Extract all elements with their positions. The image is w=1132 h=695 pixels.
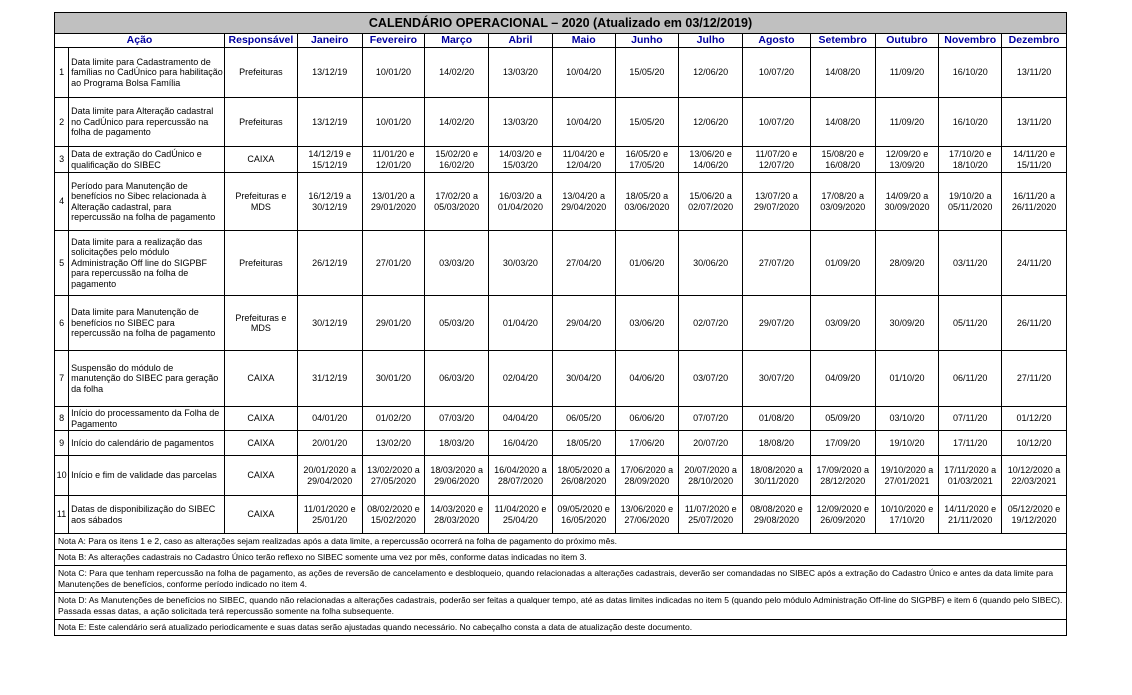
date-cell: 18/05/20 a 03/06/2020 (615, 173, 679, 231)
date-cell: 13/04/20 a 29/04/2020 (552, 173, 615, 231)
column-header-month: Novembro (939, 34, 1002, 48)
date-cell: 16/04/20 (489, 431, 553, 456)
date-cell: 31/12/19 (297, 351, 362, 407)
date-cell: 18/08/2020 a 30/11/2020 (743, 456, 811, 496)
date-cell: 15/08/20 e 16/08/20 (810, 147, 875, 173)
action-cell: Data de extração do CadÚnico e qualificação do SIBEC (69, 147, 225, 173)
action-cell: Período para Manutenção de benefícios no Sibec relacionada à Alteração cadastral, para repercussão na folha de pagamento (69, 173, 225, 231)
action-cell: Início do calendário de pagamentos (69, 431, 225, 456)
date-cell: 26/12/19 (297, 231, 362, 296)
date-cell: 06/03/20 (425, 351, 489, 407)
date-cell: 30/12/19 (297, 296, 362, 351)
date-cell: 12/09/2020 e 26/09/2020 (810, 496, 875, 534)
column-header-month: Fevereiro (362, 34, 425, 48)
column-header-acao: Ação (55, 34, 225, 48)
date-cell: 28/09/20 (875, 231, 939, 296)
date-cell: 14/12/19 e 15/12/19 (297, 147, 362, 173)
date-cell: 27/04/20 (552, 231, 615, 296)
row-number: 2 (55, 98, 69, 147)
column-header-month: Maio (552, 34, 615, 48)
responsible-cell: CAIXA (224, 351, 297, 407)
action-cell: Data limite para Alteração cadastral no CadÚnico para repercussão na folha de pagamento (69, 98, 225, 147)
date-cell: 14/08/20 (810, 98, 875, 147)
date-cell: 07/11/20 (939, 407, 1002, 431)
table-row (55, 351, 1067, 407)
date-cell: 29/04/20 (552, 296, 615, 351)
date-cell: 20/07/2020 a 28/10/2020 (679, 456, 743, 496)
date-cell: 13/07/20 a 29/07/2020 (743, 173, 811, 231)
date-cell: 16/11/20 a 26/11/2020 (1002, 173, 1067, 231)
date-cell: 16/12/19 a 30/12/19 (297, 173, 362, 231)
date-cell: 01/12/20 (1002, 407, 1067, 431)
row-number: 4 (55, 173, 69, 231)
row-number: 5 (55, 231, 69, 296)
date-cell: 30/04/20 (552, 351, 615, 407)
date-cell: 30/01/20 (362, 351, 425, 407)
date-cell: 18/03/2020 a 29/06/2020 (425, 456, 489, 496)
date-cell: 16/10/20 (939, 48, 1002, 98)
date-cell: 13/03/20 (489, 98, 553, 147)
responsible-cell: CAIXA (224, 407, 297, 431)
responsible-cell: CAIXA (224, 456, 297, 496)
date-cell: 03/03/20 (425, 231, 489, 296)
date-cell: 13/01/20 a 29/01/2020 (362, 173, 425, 231)
action-cell: Início e fim de validade das parcelas (69, 456, 225, 496)
column-header-month: Agosto (743, 34, 811, 48)
date-cell: 10/01/20 (362, 48, 425, 98)
date-cell: 17/02/20 a 05/03/2020 (425, 173, 489, 231)
date-cell: 12/06/20 (679, 98, 743, 147)
row-number: 7 (55, 351, 69, 407)
note-row (55, 550, 1067, 566)
date-cell: 10/04/20 (552, 48, 615, 98)
action-cell: Datas de disponibilização do SIBEC aos sábados (69, 496, 225, 534)
date-cell: 10/12/20 (1002, 431, 1067, 456)
table-row (55, 231, 1067, 296)
date-cell: 16/04/2020 a 28/07/2020 (489, 456, 553, 496)
date-cell: 13/11/20 (1002, 48, 1067, 98)
date-cell: 27/11/20 (1002, 351, 1067, 407)
date-cell: 20/07/20 (679, 431, 743, 456)
date-cell: 06/05/20 (552, 407, 615, 431)
column-header-responsavel: Responsável (224, 34, 297, 48)
table-row (55, 48, 1067, 98)
date-cell: 10/07/20 (743, 48, 811, 98)
date-cell: 14/09/20 a 30/09/2020 (875, 173, 939, 231)
date-cell: 11/07/2020 e 25/07/2020 (679, 496, 743, 534)
responsible-cell: Prefeituras (224, 231, 297, 296)
date-cell: 10/01/20 (362, 98, 425, 147)
column-header-month: Julho (679, 34, 743, 48)
column-header-month: Junho (615, 34, 679, 48)
table-row (55, 296, 1067, 351)
responsible-cell: Prefeituras (224, 48, 297, 98)
responsible-cell: CAIXA (224, 496, 297, 534)
date-cell: 13/11/20 (1002, 98, 1067, 147)
date-cell: 03/06/20 (615, 296, 679, 351)
row-number: 8 (55, 407, 69, 431)
action-cell: Data limite para Cadastramento de famílias no CadÚnico para habilitação ao Programa Bolsa Família (69, 48, 225, 98)
date-cell: 14/02/20 (425, 98, 489, 147)
row-number: 11 (55, 496, 69, 534)
calendar-table (54, 12, 1067, 636)
date-cell: 14/08/20 (810, 48, 875, 98)
date-cell: 18/03/20 (425, 431, 489, 456)
date-cell: 19/10/2020 a 27/01/2021 (875, 456, 939, 496)
date-cell: 13/03/20 (489, 48, 553, 98)
date-cell: 08/08/2020 e 29/08/2020 (743, 496, 811, 534)
date-cell: 14/11/2020 e 21/11/2020 (939, 496, 1002, 534)
table-row (55, 456, 1067, 496)
date-cell: 05/03/20 (425, 296, 489, 351)
date-cell: 13/06/2020 e 27/06/2020 (615, 496, 679, 534)
date-cell: 18/05/2020 a 26/08/2020 (552, 456, 615, 496)
date-cell: 15/06/20 a 02/07/2020 (679, 173, 743, 231)
date-cell: 17/08/20 a 03/09/2020 (810, 173, 875, 231)
date-cell: 10/10/2020 e 17/10/20 (875, 496, 939, 534)
responsible-cell: CAIXA (224, 431, 297, 456)
date-cell: 11/07/20 e 12/07/20 (743, 147, 811, 173)
date-cell: 17/11/2020 a 01/03/2021 (939, 456, 1002, 496)
action-cell: Data limite para a realização das solicitações pelo módulo Administração Off line do SIGPBF para repercussão na folha de pagamento (69, 231, 225, 296)
date-cell: 03/10/20 (875, 407, 939, 431)
date-cell: 11/09/20 (875, 98, 939, 147)
date-cell: 15/02/20 e 16/02/20 (425, 147, 489, 173)
date-cell: 04/01/20 (297, 407, 362, 431)
date-cell: 14/03/2020 e 28/03/2020 (425, 496, 489, 534)
table-row (55, 431, 1067, 456)
date-cell: 13/12/19 (297, 48, 362, 98)
action-cell: Data limite para Manutenção de benefícios no SIBEC para repercussão na folha de pagamento (69, 296, 225, 351)
date-cell: 04/06/20 (615, 351, 679, 407)
date-cell: 13/12/19 (297, 98, 362, 147)
date-cell: 05/12/2020 e 19/12/2020 (1002, 496, 1067, 534)
responsible-cell: Prefeituras (224, 98, 297, 147)
action-cell: Início do processamento da Folha de Pagamento (69, 407, 225, 431)
date-cell: 02/04/20 (489, 351, 553, 407)
date-cell: 15/05/20 (615, 48, 679, 98)
date-cell: 11/01/2020 e 25/01/20 (297, 496, 362, 534)
date-cell: 30/06/20 (679, 231, 743, 296)
date-cell: 09/05/2020 e 16/05/2020 (552, 496, 615, 534)
date-cell: 01/10/20 (875, 351, 939, 407)
date-cell: 20/01/20 (297, 431, 362, 456)
date-cell: 11/09/20 (875, 48, 939, 98)
date-cell: 17/09/2020 a 28/12/2020 (810, 456, 875, 496)
column-header-month: Março (425, 34, 489, 48)
date-cell: 17/09/20 (810, 431, 875, 456)
date-cell: 14/03/20 e 15/03/20 (489, 147, 553, 173)
column-header-month: Abril (489, 34, 553, 48)
table-row (55, 407, 1067, 431)
date-cell: 07/03/20 (425, 407, 489, 431)
date-cell: 19/10/20 a 05/11/2020 (939, 173, 1002, 231)
column-header-month: Dezembro (1002, 34, 1067, 48)
date-cell: 01/09/20 (810, 231, 875, 296)
date-cell: 15/05/20 (615, 98, 679, 147)
date-cell: 14/02/20 (425, 48, 489, 98)
date-cell: 02/07/20 (679, 296, 743, 351)
table-row (55, 98, 1067, 147)
date-cell: 13/06/20 e 14/06/20 (679, 147, 743, 173)
row-number: 1 (55, 48, 69, 98)
date-cell: 10/04/20 (552, 98, 615, 147)
table-body (55, 48, 1067, 636)
date-cell: 03/11/20 (939, 231, 1002, 296)
date-cell: 04/04/20 (489, 407, 553, 431)
column-header-month: Setembro (810, 34, 875, 48)
responsible-cell: Prefeituras e MDS (224, 173, 297, 231)
date-cell: 18/05/20 (552, 431, 615, 456)
responsible-cell: CAIXA (224, 147, 297, 173)
date-cell: 30/03/20 (489, 231, 553, 296)
note-text: Nota C: Para que tenham repercussão na folha de pagamento, as ações de reversão de cancelamento e desbloqueio, quando relacionadas a alterações cadastrais, deverão ser comandadas no SIBEC após a extração do Cadastro Único e antes da data limite para Manutenções de benefícios, conforme período indicado no item 4. (55, 566, 1067, 593)
date-cell: 06/06/20 (615, 407, 679, 431)
date-cell: 16/03/20 a 01/04/2020 (489, 173, 553, 231)
table-row (55, 496, 1067, 534)
row-number: 10 (55, 456, 69, 496)
table-row (55, 147, 1067, 173)
date-cell: 10/12/2020 a 22/03/2021 (1002, 456, 1067, 496)
note-text: Nota B: As alterações cadastrais no Cadastro Único terão reflexo no SIBEC somente uma vez por mês, conforme datas indicadas no item 3. (55, 550, 1067, 566)
row-number: 3 (55, 147, 69, 173)
date-cell: 17/10/20 e 18/10/20 (939, 147, 1002, 173)
responsible-cell: Prefeituras e MDS (224, 296, 297, 351)
date-cell: 11/04/20 e 12/04/20 (552, 147, 615, 173)
note-row (55, 593, 1067, 620)
date-cell: 01/04/20 (489, 296, 553, 351)
date-cell: 17/06/20 (615, 431, 679, 456)
date-cell: 14/11/20 e 15/11/20 (1002, 147, 1067, 173)
date-cell: 03/07/20 (679, 351, 743, 407)
date-cell: 13/02/20 (362, 431, 425, 456)
date-cell: 16/10/20 (939, 98, 1002, 147)
date-cell: 17/06/2020 a 28/09/2020 (615, 456, 679, 496)
date-cell: 11/04/2020 e 25/04/20 (489, 496, 553, 534)
date-cell: 30/09/20 (875, 296, 939, 351)
date-cell: 01/06/20 (615, 231, 679, 296)
date-cell: 19/10/20 (875, 431, 939, 456)
date-cell: 05/09/20 (810, 407, 875, 431)
date-cell: 17/11/20 (939, 431, 1002, 456)
date-cell: 13/02/2020 a 27/05/2020 (362, 456, 425, 496)
row-number: 6 (55, 296, 69, 351)
date-cell: 12/09/20 e 13/09/20 (875, 147, 939, 173)
header-row (55, 34, 1067, 48)
date-cell: 26/11/20 (1002, 296, 1067, 351)
action-cell: Suspensão do módulo de manutenção do SIBEC para geração da folha (69, 351, 225, 407)
date-cell: 30/07/20 (743, 351, 811, 407)
column-header-month: Outubro (875, 34, 939, 48)
date-cell: 11/01/20 e 12/01/20 (362, 147, 425, 173)
date-cell: 04/09/20 (810, 351, 875, 407)
date-cell: 03/09/20 (810, 296, 875, 351)
note-row (55, 620, 1067, 636)
date-cell: 27/07/20 (743, 231, 811, 296)
date-cell: 08/02/2020 e 15/02/2020 (362, 496, 425, 534)
date-cell: 20/01/2020 a 29/04/2020 (297, 456, 362, 496)
note-row (55, 534, 1067, 550)
date-cell: 01/02/20 (362, 407, 425, 431)
note-text: Nota E: Este calendário será atualizado periodicamente e suas datas serão ajustadas quando necessário. No cabeçalho consta a data de atualização deste documento. (55, 620, 1067, 636)
date-cell: 12/06/20 (679, 48, 743, 98)
note-text: Nota A: Para os itens 1 e 2, caso as alterações sejam realizadas após a data limite, a repercussão ocorrerá na folha de pagamento do próximo mês. (55, 534, 1067, 550)
date-cell: 27/01/20 (362, 231, 425, 296)
date-cell: 06/11/20 (939, 351, 1002, 407)
date-cell: 18/08/20 (743, 431, 811, 456)
date-cell: 16/05/20 e 17/05/20 (615, 147, 679, 173)
note-row (55, 566, 1067, 593)
date-cell: 24/11/20 (1002, 231, 1067, 296)
date-cell: 29/07/20 (743, 296, 811, 351)
date-cell: 07/07/20 (679, 407, 743, 431)
note-text: Nota D: As Manutenções de benefícios no SIBEC, quando não relacionadas a alterações cadastrais, poderão ser feitas a qualquer tempo, até as datas limites indicadas no item 5 (quando pelo módulo Administração Off-line do SIGPBF) e item 6 (quando pelo SIBEC). Passada essas datas, a ação solicitada terá repercussão somente na folha subsequente. (55, 593, 1067, 620)
date-cell: 01/08/20 (743, 407, 811, 431)
date-cell: 10/07/20 (743, 98, 811, 147)
row-number: 9 (55, 431, 69, 456)
table-row (55, 173, 1067, 231)
date-cell: 05/11/20 (939, 296, 1002, 351)
column-header-month: Janeiro (297, 34, 362, 48)
date-cell: 29/01/20 (362, 296, 425, 351)
page-title: CALENDÁRIO OPERACIONAL – 2020 (Atualizado em 03/12/2019) (55, 13, 1067, 34)
